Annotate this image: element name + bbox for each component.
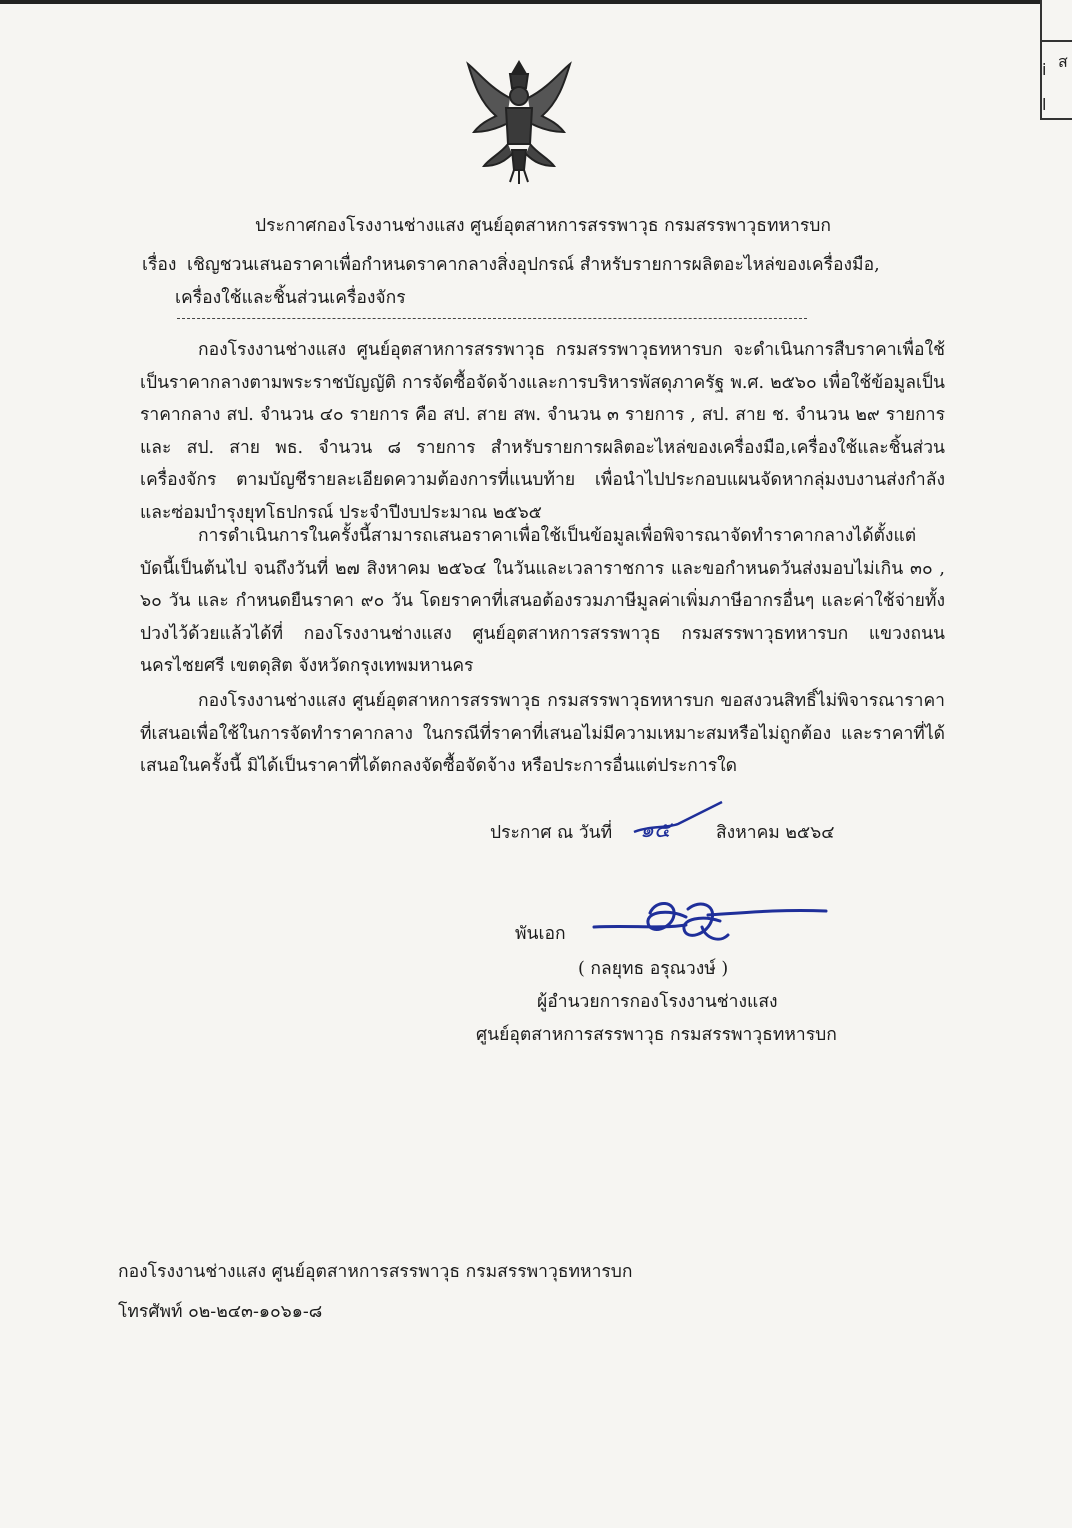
subject-label: เรื่อง xyxy=(142,255,177,275)
edge-line xyxy=(1040,118,1072,120)
paragraph-3 xyxy=(140,685,945,783)
announcement-title: ประกาศกองโรงงานช่างแสง ศูนย์อุตสาหการสรรพาวุธ กรมสรรพาวุธทหารบก xyxy=(255,216,831,236)
edge-char: l xyxy=(1042,95,1047,114)
footer-organization: กองโรงงานช่างแสง ศูนย์อุตสาหการสรรพาวุธ กรมสรรพาวุธทหารบก xyxy=(118,1262,633,1282)
signer-name: ( กลยุทธ อรุณวงษ์ ) xyxy=(578,959,729,979)
garuda-emblem-icon xyxy=(460,58,578,186)
subject-line-2: เครื่องใช้และชิ้นส่วนเครื่องจักร xyxy=(175,288,406,308)
signer-position-2: ศูนย์อุตสาหการสรรพาวุธ กรมสรรพาวุธทหารบก xyxy=(476,1025,837,1045)
signer-rank: พันเอก xyxy=(515,924,566,944)
signer-position-1: ผู้อำนวยการกองโรงงานช่างแสง xyxy=(537,992,778,1012)
paragraph-2-text: การดำเนินการในครั้งนี้สามารถเสนอราคาเพื่อใช้เป็นข้อมูลเพื่อพิจารณาจัดทำราคากลางได้ตั้งแต่บัดนี้เป็นต้นไป จนถึงวันที่ ๒๗ สิงหาคม ๒๕๖๔ ในวันและเวลาราชการ และขอกำหนดวันส่งมอบไม่เกิน ๓๐ , ๖๐ วัน และ กำหนดยืนราคา ๙๐ วัน โดยราคาที่เสนอต้องรวมภาษีมูลค่าเพิ่มภาษีอากรอื่นๆ และค่าใช้จ่ายทั้งปวงไว้ด้วยแล้วได้ที่ กองโรงงานช่างแสง ศูนย์อุตสาหการสรรพาวุธ กรมสรรพาวุธทหารบก แขวงถนนนครไชยศรี เขตดุสิต จังหวัดกรุงเทพมหานคร xyxy=(140,526,945,676)
edge-char: ส xyxy=(1058,52,1068,71)
handwritten-day: ๑๕ xyxy=(640,818,671,843)
paragraph-3-text: กองโรงงานช่างแสง ศูนย์อุตสาหการสรรพาวุธ กรมสรรพาวุธทหารบก ขอสงวนสิทธิ์ไม่พิจารณาราคาที่เสนอเพื่อใช้ในการจัดทำราคากลาง ในกรณีที่ราคาที่เสนอไม่มีความเหมาะสมหรือไม่ถูกต้อง และราคาที่ได้เสนอในครั้งนี้ มิได้เป็นราคาที่ได้ตกลงจัดซื้อจัดจ้าง หรือประการอื่นแต่ประการใด xyxy=(140,691,945,776)
edge-char: i xyxy=(1042,60,1047,79)
subject-line-1: เชิญชวนเสนอราคาเพื่อกำหนดราคากลางสิ่งอุปกรณ์ สำหรับรายการผลิตอะไหล่ของเครื่องมือ, xyxy=(187,255,880,275)
page-top-border xyxy=(0,0,1040,4)
signature-icon xyxy=(590,895,835,957)
announce-date-prefix: ประกาศ ณ วันที่ xyxy=(490,823,613,843)
separator-line xyxy=(177,318,807,319)
paragraph-1-text: กองโรงงานช่างแสง ศูนย์อุตสาหการสรรพาวุธ กรมสรรพาวุธทหารบก จะดำเนินการสืบราคาเพื่อใช้เป็นราคากลางตามพระราชบัญญัติ การจัดซื้อจัดจ้างและการบริหารพัสดุภาครัฐ พ.ศ. ๒๕๖๐ เพื่อใช้ข้อมูลเป็นราคากลาง สป. จำนวน ๔๐ รายการ คือ สป. สาย สพ. จำนวน ๓ รายการ , สป. สาย ช. จำนวน ๒๙ รายการ และ สป. สาย พธ. จำนวน ๘ รายการ สำหรับรายการผลิตอะไหล่ของเครื่องมือ,เครื่องใช้และชิ้นส่วนเครื่องจักร ตามบัญชีรายละเอียดความต้องการที่แนบท้าย เพื่อนำไปประกอบแผนจัดหากลุ่มงบงานส่งกำลังและซ่อมบำรุงยุทโธปกรณ์ ประจำปีงบประมาณ ๒๕๖๕ xyxy=(140,340,945,523)
paragraph-1 xyxy=(140,334,945,529)
edge-line xyxy=(1040,40,1072,42)
footer-phone: โทรศัพท์ ๐๒-๒๔๓-๑๐๖๑-๘ xyxy=(118,1302,323,1322)
handwritten-day-stroke xyxy=(628,798,726,840)
paragraph-2 xyxy=(140,520,945,683)
announce-date-month-year: สิงหาคม ๒๕๖๔ xyxy=(716,823,835,843)
